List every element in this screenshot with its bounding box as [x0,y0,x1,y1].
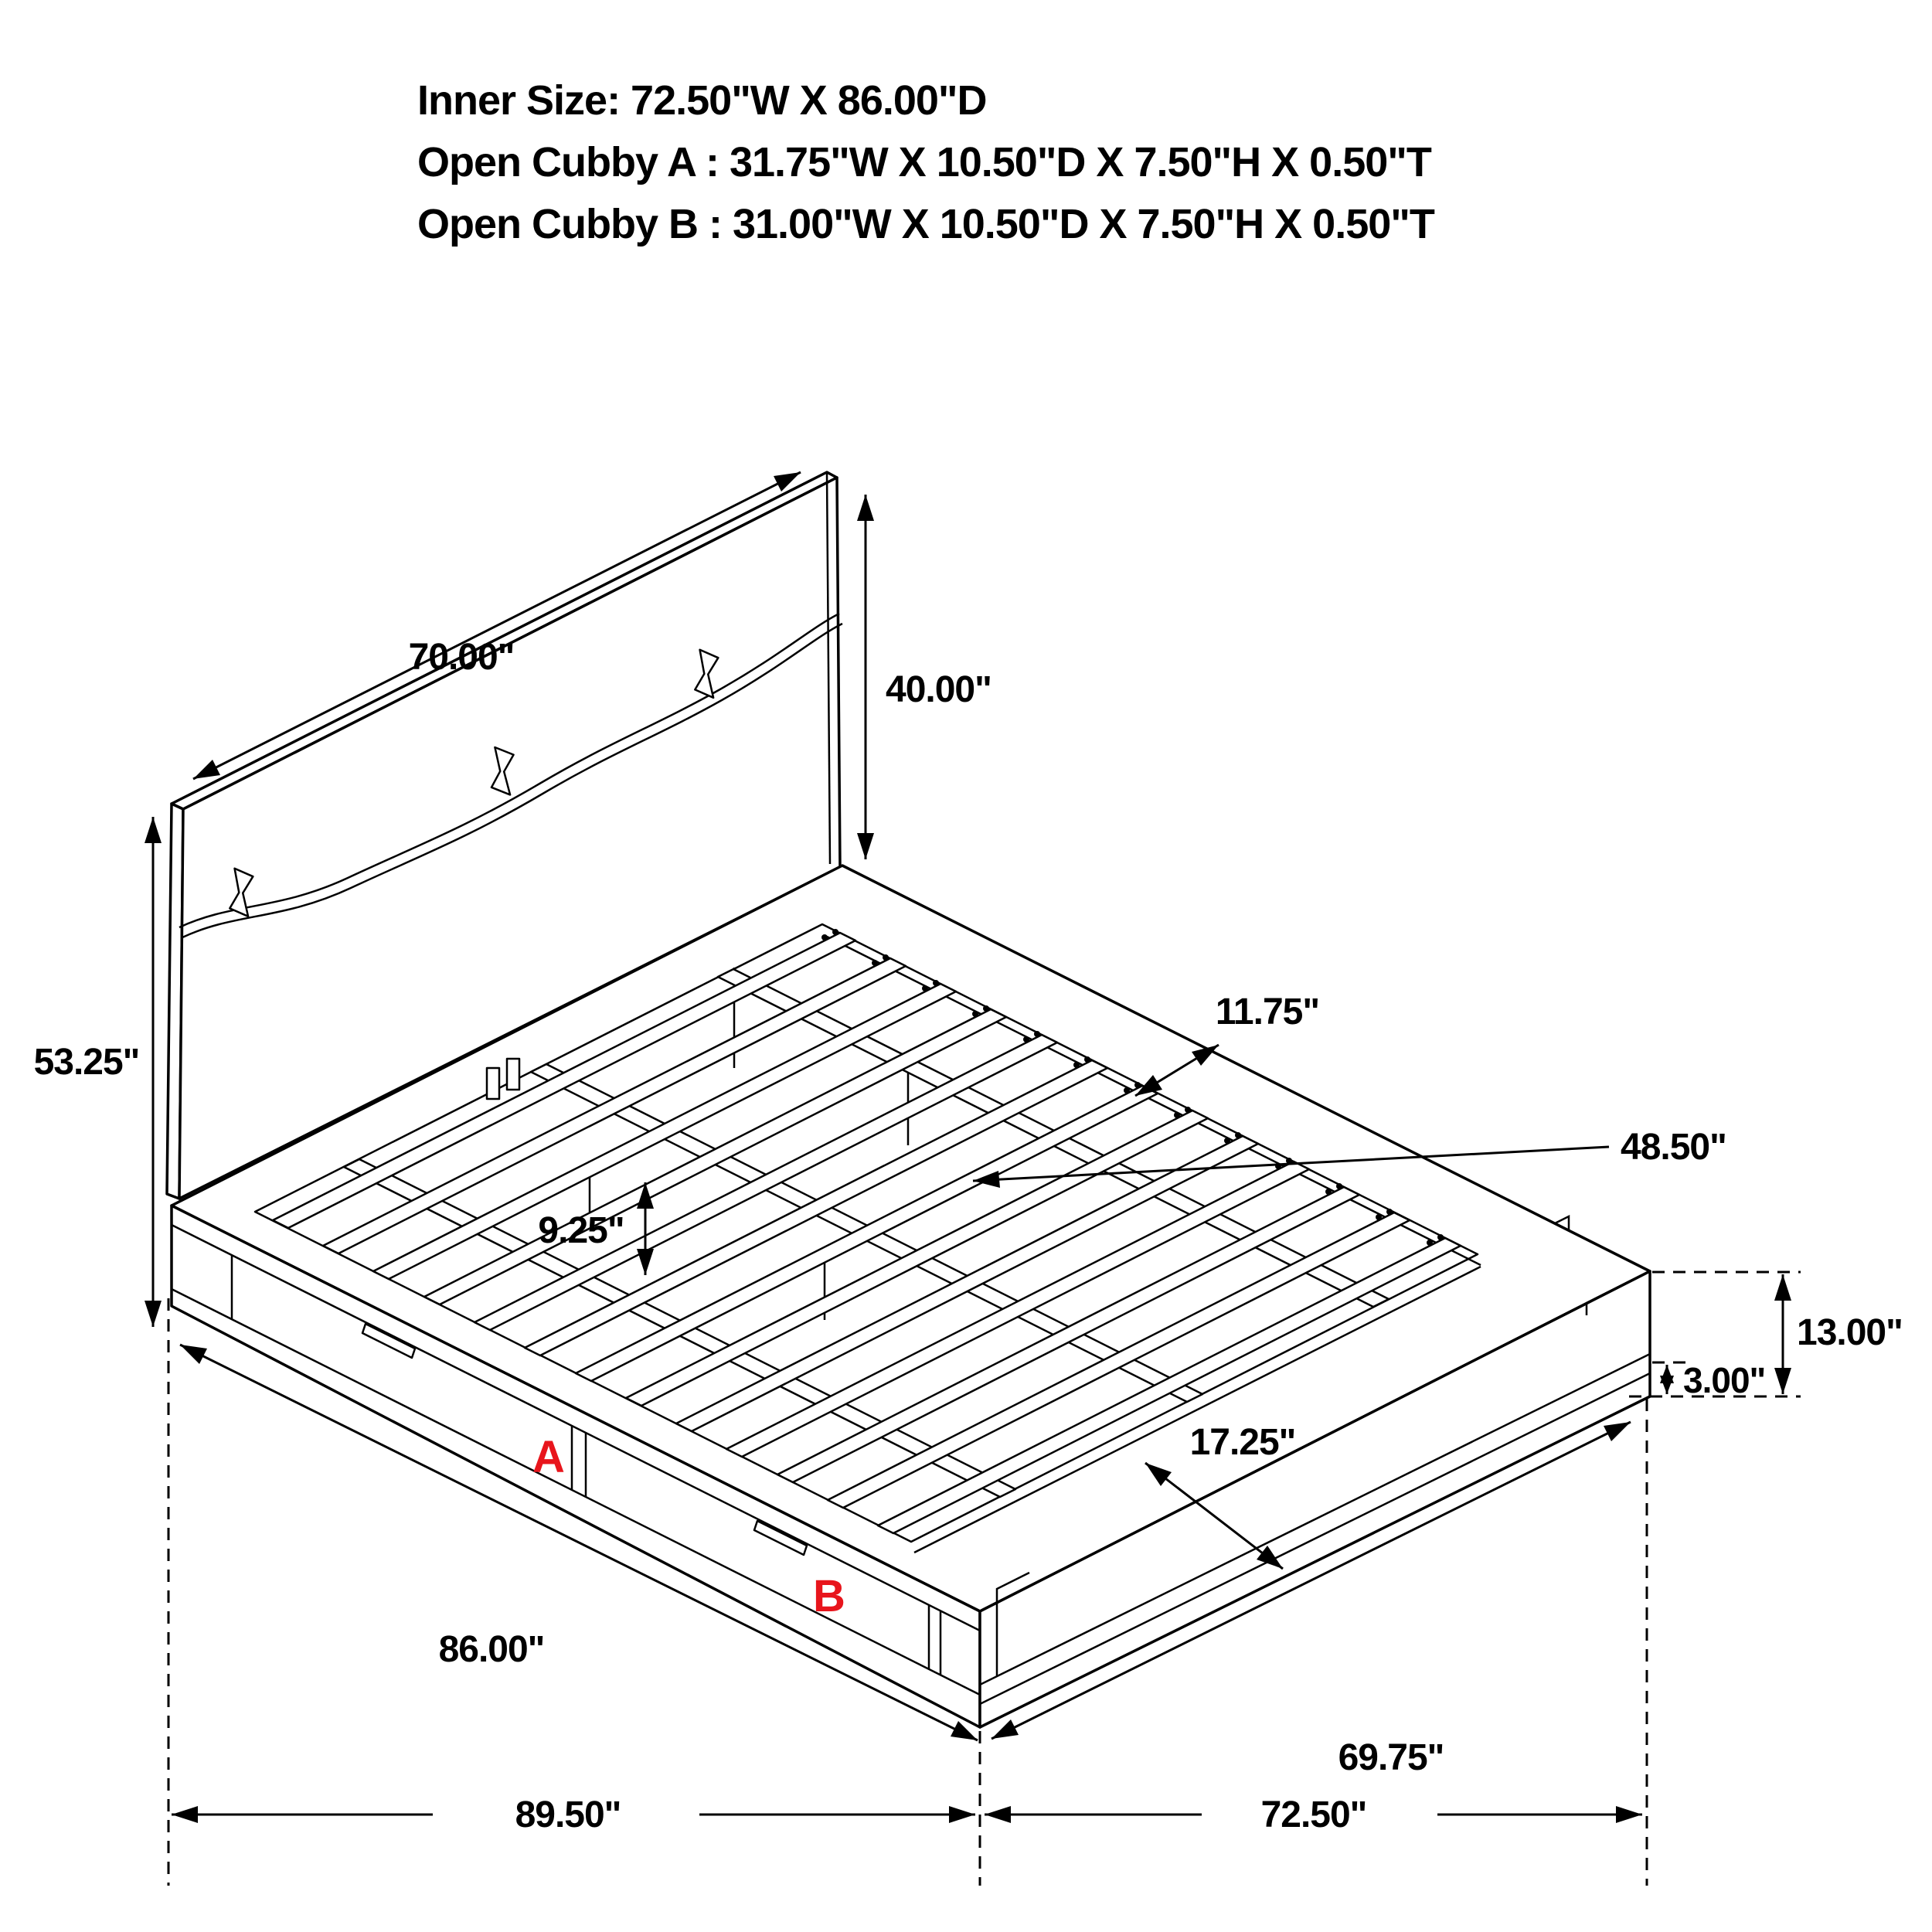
dim-deck-height-label: 9.25" [538,1210,624,1251]
dim-overall-length [172,1794,975,1835]
dim-headboard-total-height-label: 53.25" [33,1042,140,1083]
drawer-b-label: B [813,1571,845,1621]
dim-base-height [1660,1360,1765,1400]
dim-base-height-label: 3.00" [1683,1360,1766,1400]
dim-storage-side-length-label: 86.00" [438,1629,545,1670]
dim-foot-side-length-label: 69.75" [1338,1737,1444,1778]
open-cubby-a-text: Open Cubby A : 31.75"W X 10.50"D X 7.50"H X 0.50"T [417,139,1431,185]
drawer-a-label: A [532,1432,565,1482]
dim-platform-height-label: 13.00" [1797,1312,1903,1353]
dim-platform-height [1774,1274,1903,1394]
dim-side-deck-width-label: 11.75" [1215,992,1320,1032]
dim-overall-width [985,1794,1642,1835]
dim-headboard-panel-height [857,495,992,859]
title-block [417,77,1435,247]
dim-slat-span-label: 48.50" [1621,1127,1726,1168]
dim-overall-width-label: 72.50" [1260,1794,1367,1835]
inner-size-text: Inner Size: 72.50"W X 86.00"D [417,77,987,124]
dim-headboard-width-label: 70.00" [408,637,515,678]
dim-headboard-panel-height-label: 40.00" [886,669,992,710]
dim-headboard-total-height [34,817,162,1327]
dim-overall-length-label: 89.50" [515,1794,621,1835]
open-cubby-b-text: Open Cubby B : 31.00"W X 10.50"D X 7.50"H X 0.50"T [417,201,1434,247]
dim-foot-face-height-label: 17.25" [1189,1422,1296,1463]
